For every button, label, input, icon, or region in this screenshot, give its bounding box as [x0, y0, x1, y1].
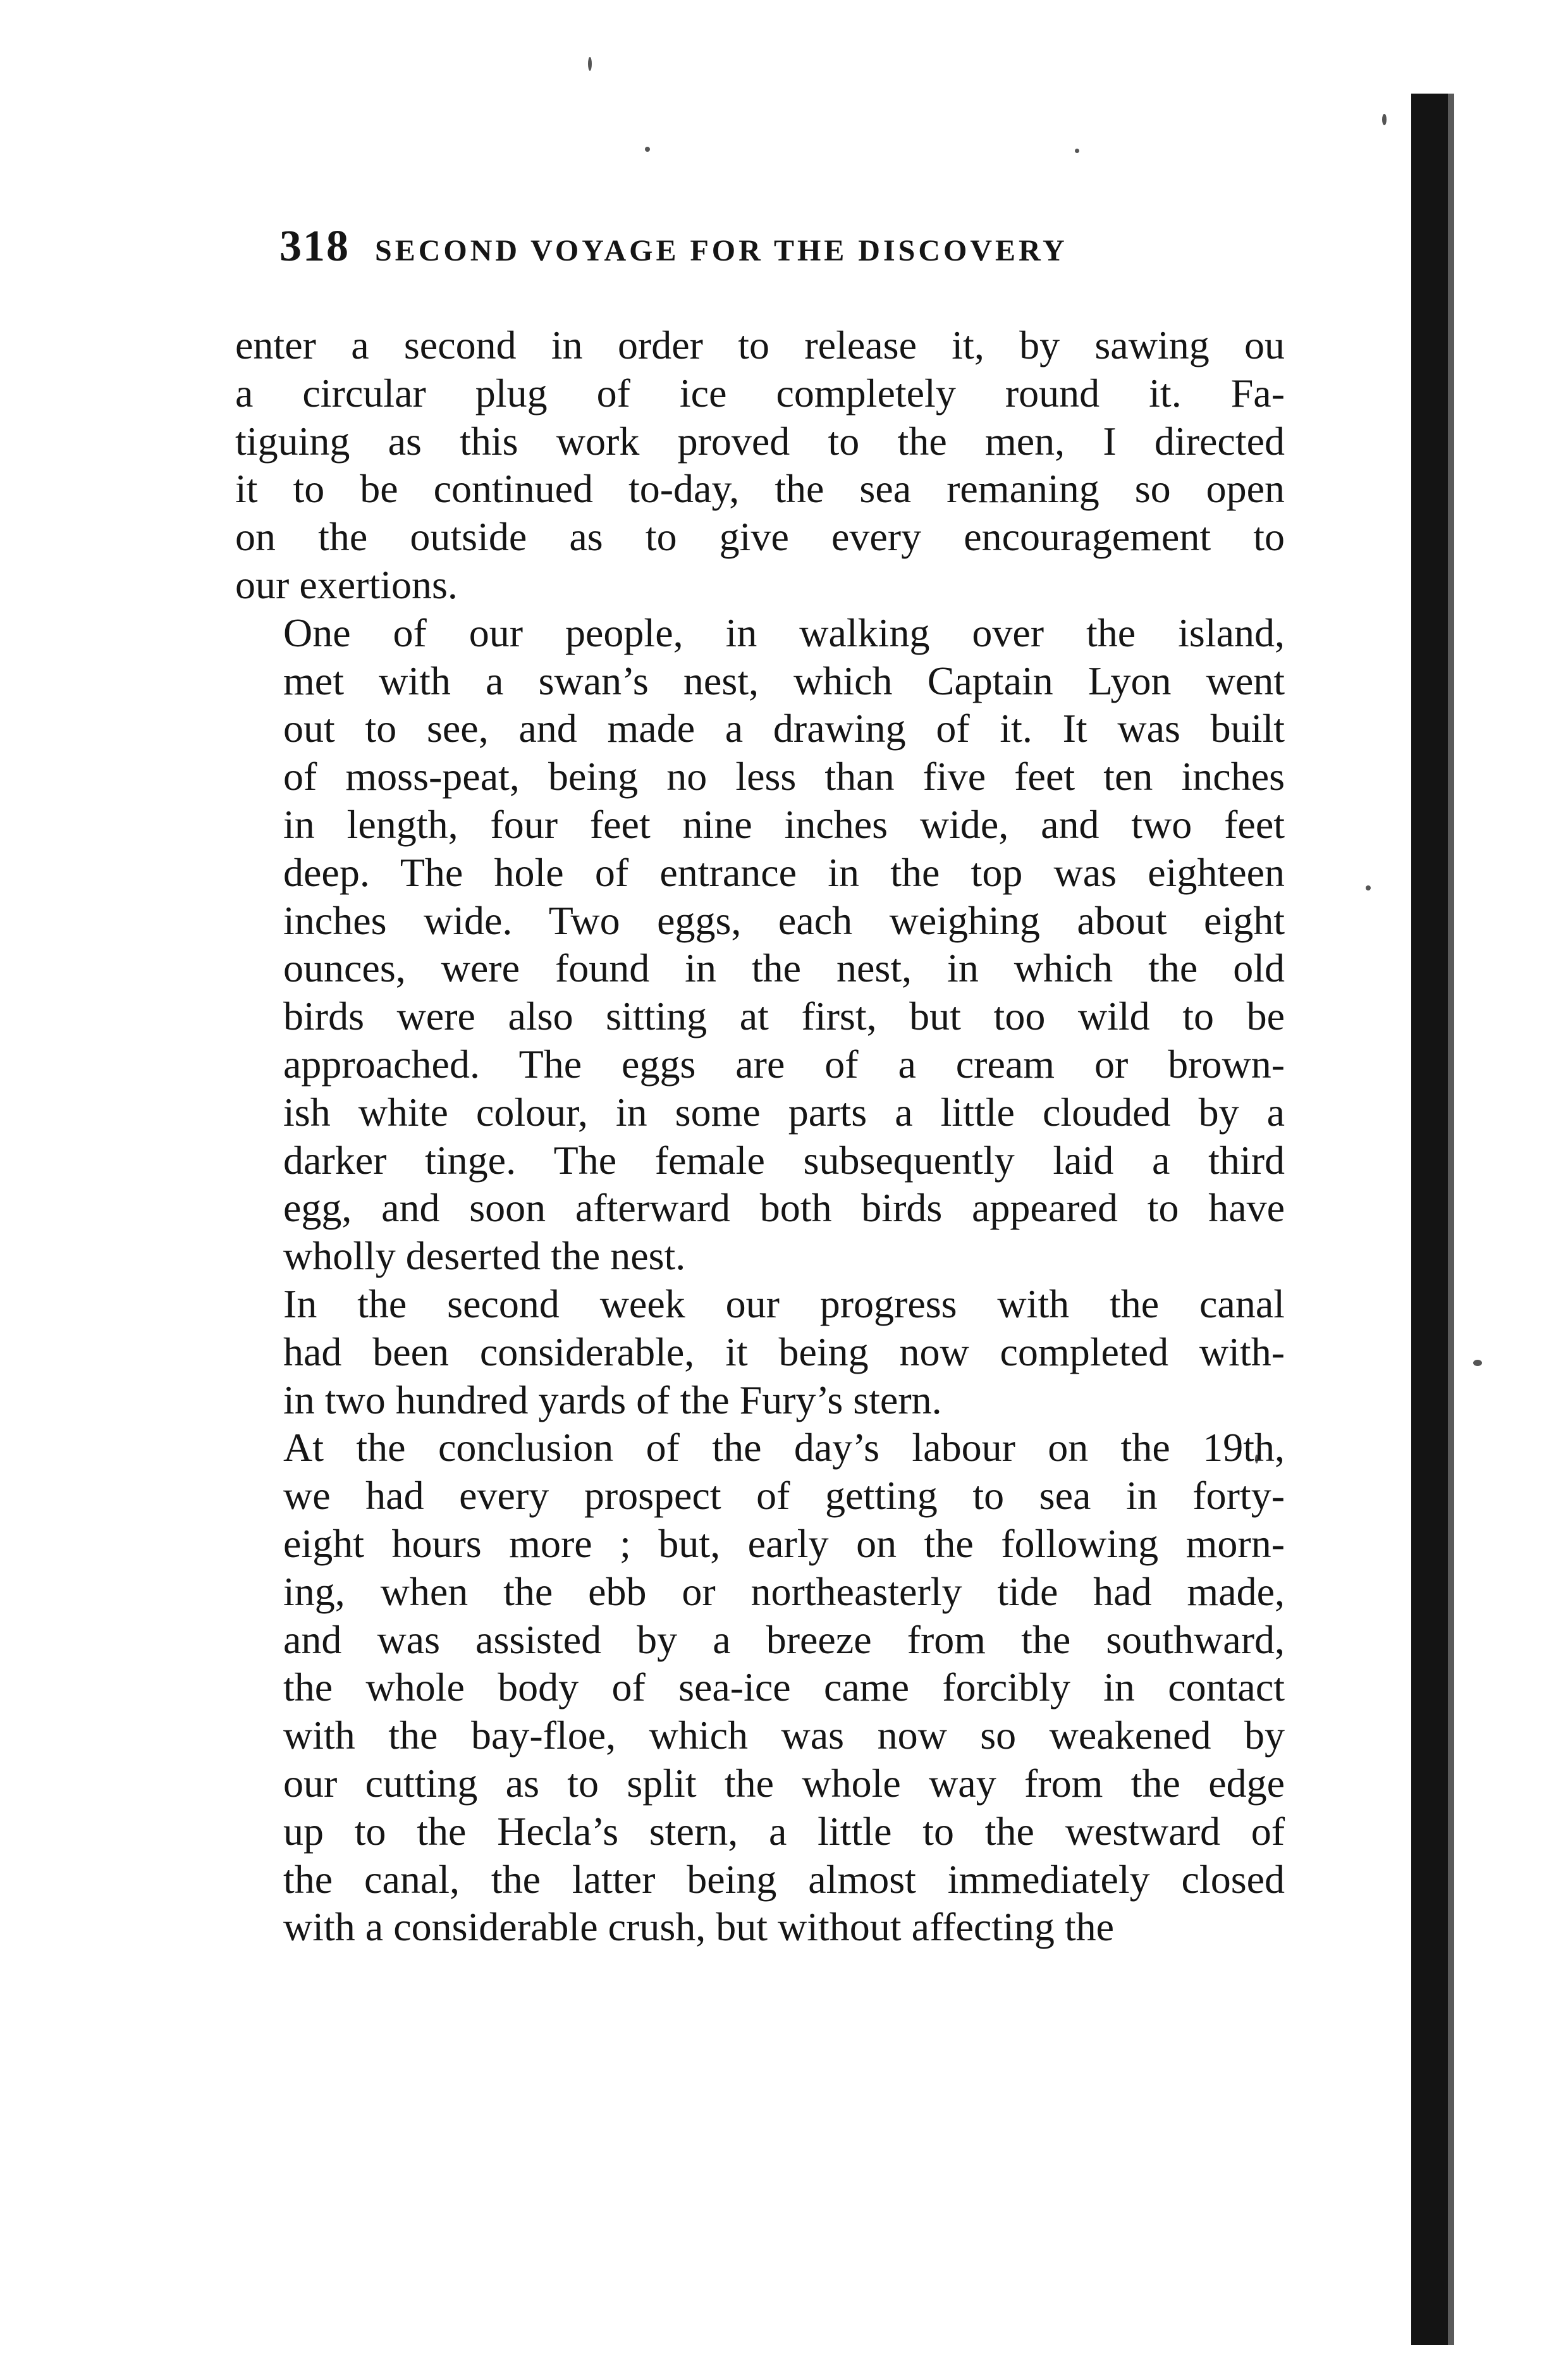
text-line: our exertions. [235, 562, 458, 607]
paragraph [235, 321, 1285, 609]
body-text [235, 321, 1285, 1951]
scan-speck [1075, 149, 1079, 153]
text-line: egg, and soon afterward both birds appeared to have [283, 1185, 1285, 1231]
text-line: in length, four feet nine inches wide, and two feet [283, 801, 1285, 847]
text-line: in two hundred yards of the Fury’s stern. [283, 1377, 942, 1422]
text-line: the whole body of sea-ice came forcibly in contact [283, 1665, 1285, 1710]
text-line: met with a swan’s nest, which Captain Lyon went [283, 658, 1285, 703]
text-line: tiguing as this work proved to the men, I directed [235, 418, 1285, 464]
text-line: of moss-peat, being no less than five feet ten inches [283, 754, 1285, 799]
text-line: In the second week our progress with the canal [283, 1281, 1285, 1326]
text-line: ish white colour, in some parts a little clouded by a [283, 1089, 1285, 1135]
text-line: ounces, were found in the nest, in which the old [283, 945, 1285, 991]
text-line: darker tinge. The female subsequently laid a third [283, 1137, 1285, 1183]
text-line: with the bay-floe, which was now so weakened by [283, 1713, 1285, 1758]
text-line: and was assisted by a breeze from the southward, [283, 1617, 1285, 1662]
paragraph [235, 1424, 1285, 1951]
scan-speck [1473, 1360, 1482, 1366]
text-line: approached. The eggs are of a cream or brown- [283, 1041, 1285, 1087]
text-line: the canal, the latter being almost immediately closed [283, 1856, 1285, 1902]
text-line: deep. The hole of entrance in the top was eighteen [283, 849, 1285, 895]
text-line: with a considerable crush, but without affecting the [283, 1904, 1114, 1950]
scan-speck [1382, 114, 1387, 125]
text-line: At the conclusion of the day’s labour on the 19th, [283, 1425, 1285, 1470]
paragraph [235, 1280, 1285, 1424]
page-edge-shadow-inner [1448, 94, 1454, 2345]
text-line: on the outside as to give every encouragement to [235, 514, 1285, 560]
text-line: it to be continued to-day, the sea remaning so open [235, 466, 1285, 512]
text-line: enter a second in order to release it, by sawing ou [235, 323, 1285, 367]
page-edge-shadow [1411, 94, 1448, 2345]
text-line: inches wide. Two eggs, each weighing about eight [283, 897, 1285, 943]
text-line: out to see, and made a drawing of it. It was built [283, 706, 1285, 751]
text-line: ing, when the ebb or northeasterly tide had made, [283, 1568, 1285, 1614]
text-line: our cutting as to split the whole way from the edge [283, 1760, 1285, 1806]
page-number: 318 [279, 222, 350, 271]
running-title: SECOND VOYAGE FOR THE DISCOVERY [375, 234, 1068, 268]
text-line: eight hours more ; but, early on the following morn- [283, 1520, 1285, 1566]
text-line: wholly deserted the nest. [283, 1233, 686, 1279]
scan-speck [645, 147, 650, 152]
paragraph [235, 609, 1285, 1280]
text-line: a circular plug of ice completely round it. Fa- [235, 370, 1285, 416]
running-head [279, 221, 1316, 291]
text-line: up to the Hecla’s stern, a little to the westward of [283, 1808, 1285, 1854]
text-line: we had every prospect of getting to sea in forty- [283, 1473, 1285, 1518]
scan-speck [1366, 885, 1371, 890]
text-line: had been considerable, it being now completed with- [283, 1329, 1285, 1374]
text-line: birds were also sitting at first, but too wild to be [283, 994, 1285, 1039]
scan-speck [588, 57, 592, 71]
text-line: One of our people, in walking over the island, [283, 610, 1285, 655]
